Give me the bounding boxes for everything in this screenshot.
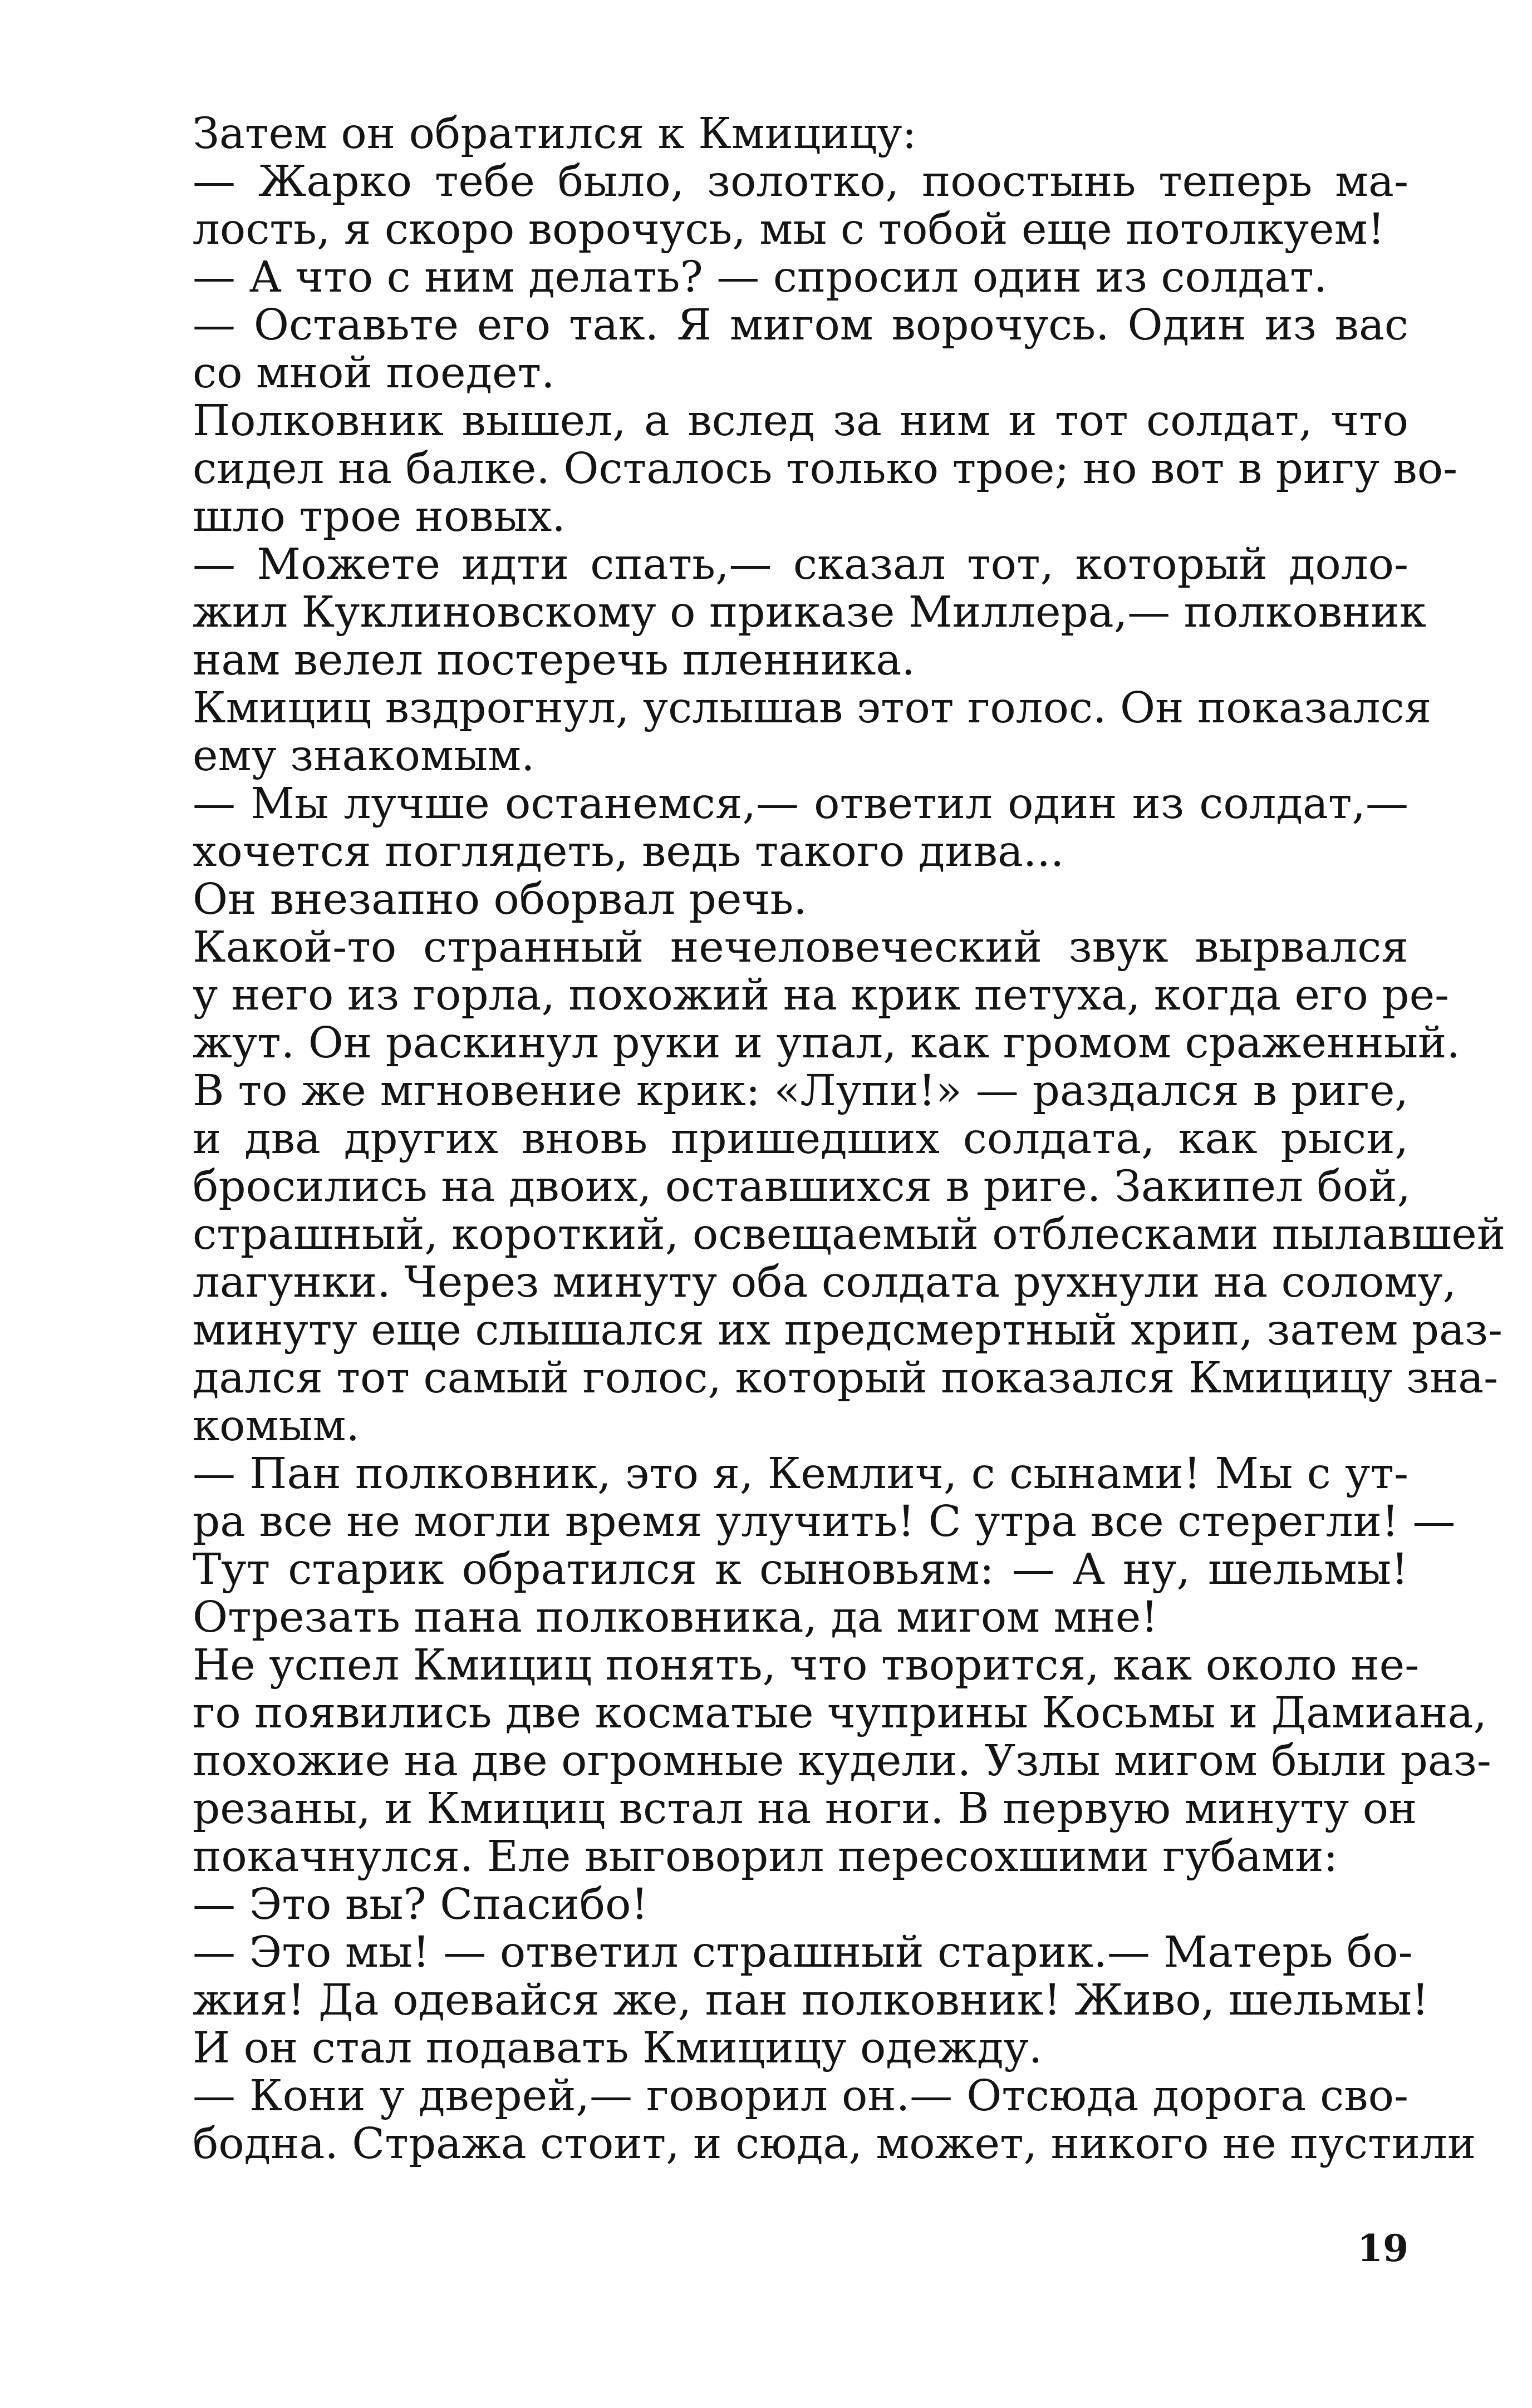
- text-line: ему знакомым.: [193, 731, 535, 781]
- text-line: жил Куклиновскому о приказе Миллера,— полковник: [193, 588, 1426, 637]
- text-line: лагунки. Через минуту оба солдата рухнули на солому,: [193, 1258, 1457, 1307]
- text-line: — Кони у дверей,— говорил он.— Отсюда дорога сво-: [193, 2071, 1408, 2121]
- text-line: — Пан полковник, это я, Кемлич, с сынами! Мы с ут-: [193, 1449, 1408, 1499]
- text-line: похожие на две огромные кудели. Узлы мигом были раз-: [193, 1736, 1491, 1786]
- text-line: жия! Да одевайся же, пан полковник! Живо, шельмы!: [193, 1976, 1429, 2025]
- paragraph: [122, 2025, 1408, 2072]
- paragraph: [122, 1449, 1456, 1642]
- text-line: бросились на двоих, оставшихся в риге. Закипел бой,: [193, 1162, 1411, 1212]
- text-line: ра все не могли время улучить! С утра все стерегли! —: [193, 1497, 1456, 1547]
- paragraph: [122, 1066, 1506, 1451]
- text-line: бодна. Стража стоит, и сюда, может, никого не пустили: [193, 2119, 1476, 2169]
- paragraph: [122, 2071, 1476, 2169]
- paragraph: [122, 158, 1408, 254]
- text-line: Не успел Кмициц понять, что творится, как около не-: [193, 1641, 1420, 1690]
- text-line: со мной поедет.: [193, 348, 555, 398]
- paragraph: [122, 683, 1432, 781]
- text-line: и два других вновь пришедших солдата, как рыси,: [193, 1114, 1408, 1164]
- body-text: [122, 109, 1506, 2169]
- text-line: нам велел постеречь пленника.: [193, 636, 915, 685]
- paragraph: [122, 110, 1408, 158]
- text-line: комым.: [193, 1401, 360, 1451]
- text-line: страшный, короткий, освещаемый отблесками пылавшей: [193, 1210, 1506, 1259]
- text-line: — Можете идти спать,— сказал тот, который доло-: [193, 540, 1408, 589]
- text-line: — Мы лучше останемся,— ответил один из солдат,—: [193, 779, 1408, 829]
- paragraph: [122, 1881, 1408, 1929]
- text-line: — Это мы! — ответил страшный старик.— Матерь бо-: [193, 1928, 1413, 1977]
- paragraph: [122, 780, 1408, 876]
- paragraph: [122, 923, 1460, 1068]
- text-line: шло трое новых.: [193, 492, 566, 541]
- text-line: дался тот самый голос, который показался Кмицицу зна-: [193, 1353, 1499, 1403]
- text-line: — Жарко тебе было, золотко, поостынь теперь ма-: [193, 157, 1408, 206]
- text-line: Полковник вышел, а вслед за ним и тот солдат, что: [193, 396, 1408, 446]
- text-line: покачнулся. Еле выговорил пересохшими губами:: [193, 1832, 1338, 1882]
- text-line: минуту еще слышался их предсмертный хрип, затем раз-: [193, 1306, 1502, 1355]
- paragraph: [122, 1928, 1429, 2025]
- text-line: В то же мгновение крик: «Лупи!» — раздался в риге,: [193, 1066, 1408, 1116]
- text-line: лость, я скоро ворочусь, мы с тобой еще потолкуем!: [193, 205, 1385, 254]
- text-line: Затем он обратился к Кмицицу:: [193, 109, 917, 159]
- text-line: у него из горла, похожий на крик петуха, когда его ре-: [193, 971, 1450, 1020]
- text-line: Какой-то странный нечеловеческий звук вырвался: [193, 923, 1408, 972]
- text-line: — Оставьте его так. Я мигом ворочусь. Один из вас: [193, 301, 1408, 350]
- text-line: Он внезапно оборвал речь.: [193, 875, 807, 924]
- paragraph: [122, 540, 1426, 685]
- text-line: — А что с ним делать? — спросил один из солдат.: [193, 253, 1328, 302]
- text-line: И он стал подавать Кмицицу одежду.: [193, 2023, 1043, 2073]
- page-number: 19: [1357, 2227, 1408, 2270]
- paragraph: [122, 396, 1458, 541]
- paragraph: [122, 876, 1408, 924]
- text-line: сидел на балке. Осталось только трое; но вот в ригу во-: [193, 444, 1458, 494]
- text-line: го появились две косматые чуприны Косьмы и Дамиана,: [193, 1688, 1487, 1738]
- paragraph: [122, 302, 1408, 397]
- text-line: Отрезать пана полковника, да мигом мне!: [193, 1593, 1158, 1642]
- text-line: — Это вы? Спасибо!: [193, 1880, 649, 1929]
- text-line: жут. Он раскинул руки и упал, как громом сраженный.: [193, 1018, 1460, 1068]
- text-line: Тут старик обратился к сыновьям: — А ну, шельмы!: [193, 1545, 1408, 1594]
- text-line: резаны, и Кмициц встал на ноги. В первую минуту он: [193, 1784, 1417, 1834]
- text-line: хочется поглядеть, ведь такого дива...: [193, 827, 1064, 876]
- text-line: Кмициц вздрогнул, услышав этот голос. Он показался: [193, 683, 1432, 733]
- paragraph: [122, 1641, 1491, 1882]
- paragraph: [122, 254, 1408, 302]
